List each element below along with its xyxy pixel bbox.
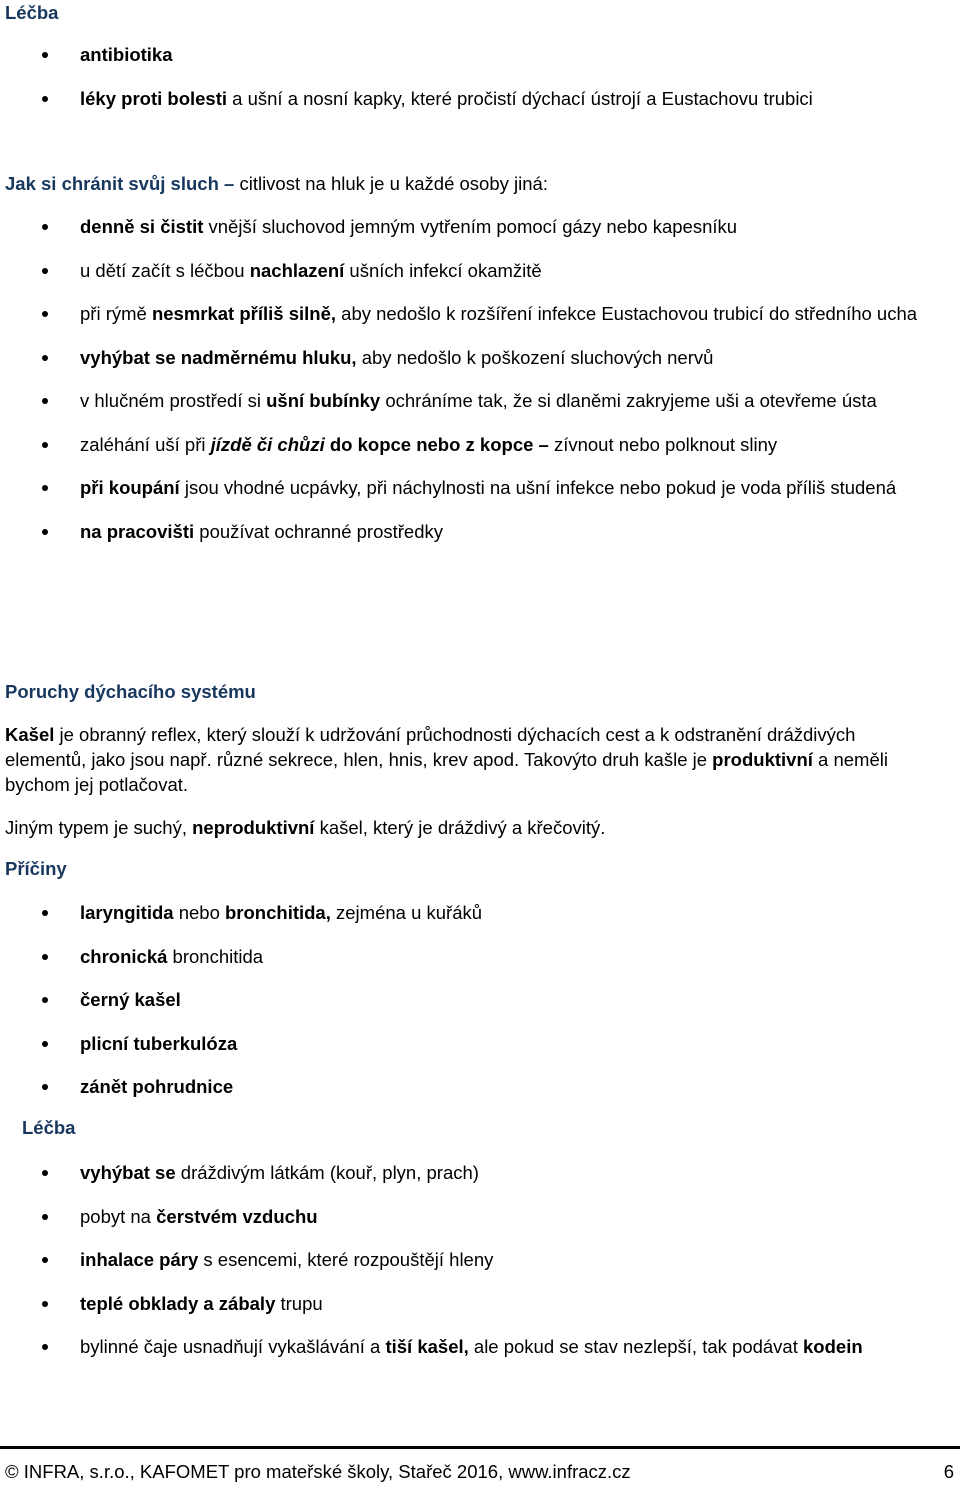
heading-lecba-2: Léčba bbox=[22, 1117, 76, 1138]
list-item: zaléhání uší při jízdě či chůzi do kopce nebo z kopce – zívnout nebo polknout sliny bbox=[0, 432, 936, 457]
list-item: na pracovišti používat ochranné prostředky bbox=[0, 519, 936, 544]
heading-protect-hearing: Jak si chránit svůj sluch – citlivost na hluk je u každé osoby jiná: bbox=[5, 173, 548, 194]
paragraph-dry-cough: Jiným typem je suchý, neproduktivní kašel, který je dráždivý a křečovitý. bbox=[5, 817, 606, 838]
list-treatment-cough bbox=[0, 1160, 936, 1378]
list-item: bylinné čaje usnadňují vykašlávání a tiší kašel, ale pokud se stav nezlepší, tak podávat kodein bbox=[0, 1334, 936, 1359]
paragraph-cough: Kašel je obranný reflex, který slouží k udržování průchodnosti dýchacích cest a k odstranění dráždivých elementů, jako jsou např. různé sekrece, hlen, hnis, krev apod. Takovýto druh kašle je produktivní a neměli bychom jej potlačovat. bbox=[5, 724, 888, 795]
list-item: chronická bronchitida bbox=[0, 944, 936, 969]
list-item: černý kašel bbox=[0, 987, 936, 1012]
list-item: v hlučném prostředí si ušní bubínky ochráníme tak, že si dlaněmi zakryjeme uši a otevřeme ústa bbox=[0, 388, 936, 413]
heading-respiratory: Poruchy dýchacího systému bbox=[5, 681, 256, 702]
page-number: 6 bbox=[943, 1461, 954, 1482]
list-item: denně si čistit vnější sluchovod jemným vytřením pomocí gázy nebo kapesníku bbox=[0, 214, 936, 239]
list-item: při koupání jsou vhodné ucpávky, při náchylnosti na ušní infekce nebo pokud je voda příliš studená bbox=[0, 475, 936, 500]
footer-copyright: © INFRA, s.r.o., KAFOMET pro mateřské školy, Stařeč 2016, www.infracz.cz bbox=[5, 1461, 631, 1482]
list-treatment-ear bbox=[0, 42, 936, 129]
list-item: vyhýbat se dráždivým látkám (kouř, plyn, prach) bbox=[0, 1160, 936, 1185]
list-item: teplé obklady a zábaly trupu bbox=[0, 1291, 936, 1316]
list-item: zánět pohrudnice bbox=[0, 1074, 936, 1099]
heading-lecba: Léčba bbox=[5, 2, 59, 23]
list-hearing-protection bbox=[0, 214, 936, 562]
list-item: léky proti bolesti a ušní a nosní kapky, které pročistí dýchací ústrojí a Eustachovu trubici bbox=[0, 86, 936, 111]
list-item: inhalace páry s esencemi, které rozpouštějí hleny bbox=[0, 1247, 936, 1272]
list-item: laryngitida nebo bronchitida, zejména u kuřáků bbox=[0, 900, 936, 925]
list-item: u dětí začít s léčbou nachlazení ušních infekcí okamžitě bbox=[0, 258, 936, 283]
list-item: při rýmě nesmrkat příliš silně, aby nedošlo k rozšíření infekce Eustachovou trubicí do středního ucha bbox=[0, 301, 936, 326]
list-item: antibiotika bbox=[0, 42, 936, 67]
list-causes bbox=[0, 900, 936, 1118]
heading-causes: Příčiny bbox=[5, 858, 67, 879]
list-item: pobyt na čerstvém vzduchu bbox=[0, 1204, 936, 1229]
list-item: plicní tuberkulóza bbox=[0, 1031, 936, 1056]
list-item: vyhýbat se nadměrnému hluku, aby nedošlo k poškození sluchových nervů bbox=[0, 345, 936, 370]
